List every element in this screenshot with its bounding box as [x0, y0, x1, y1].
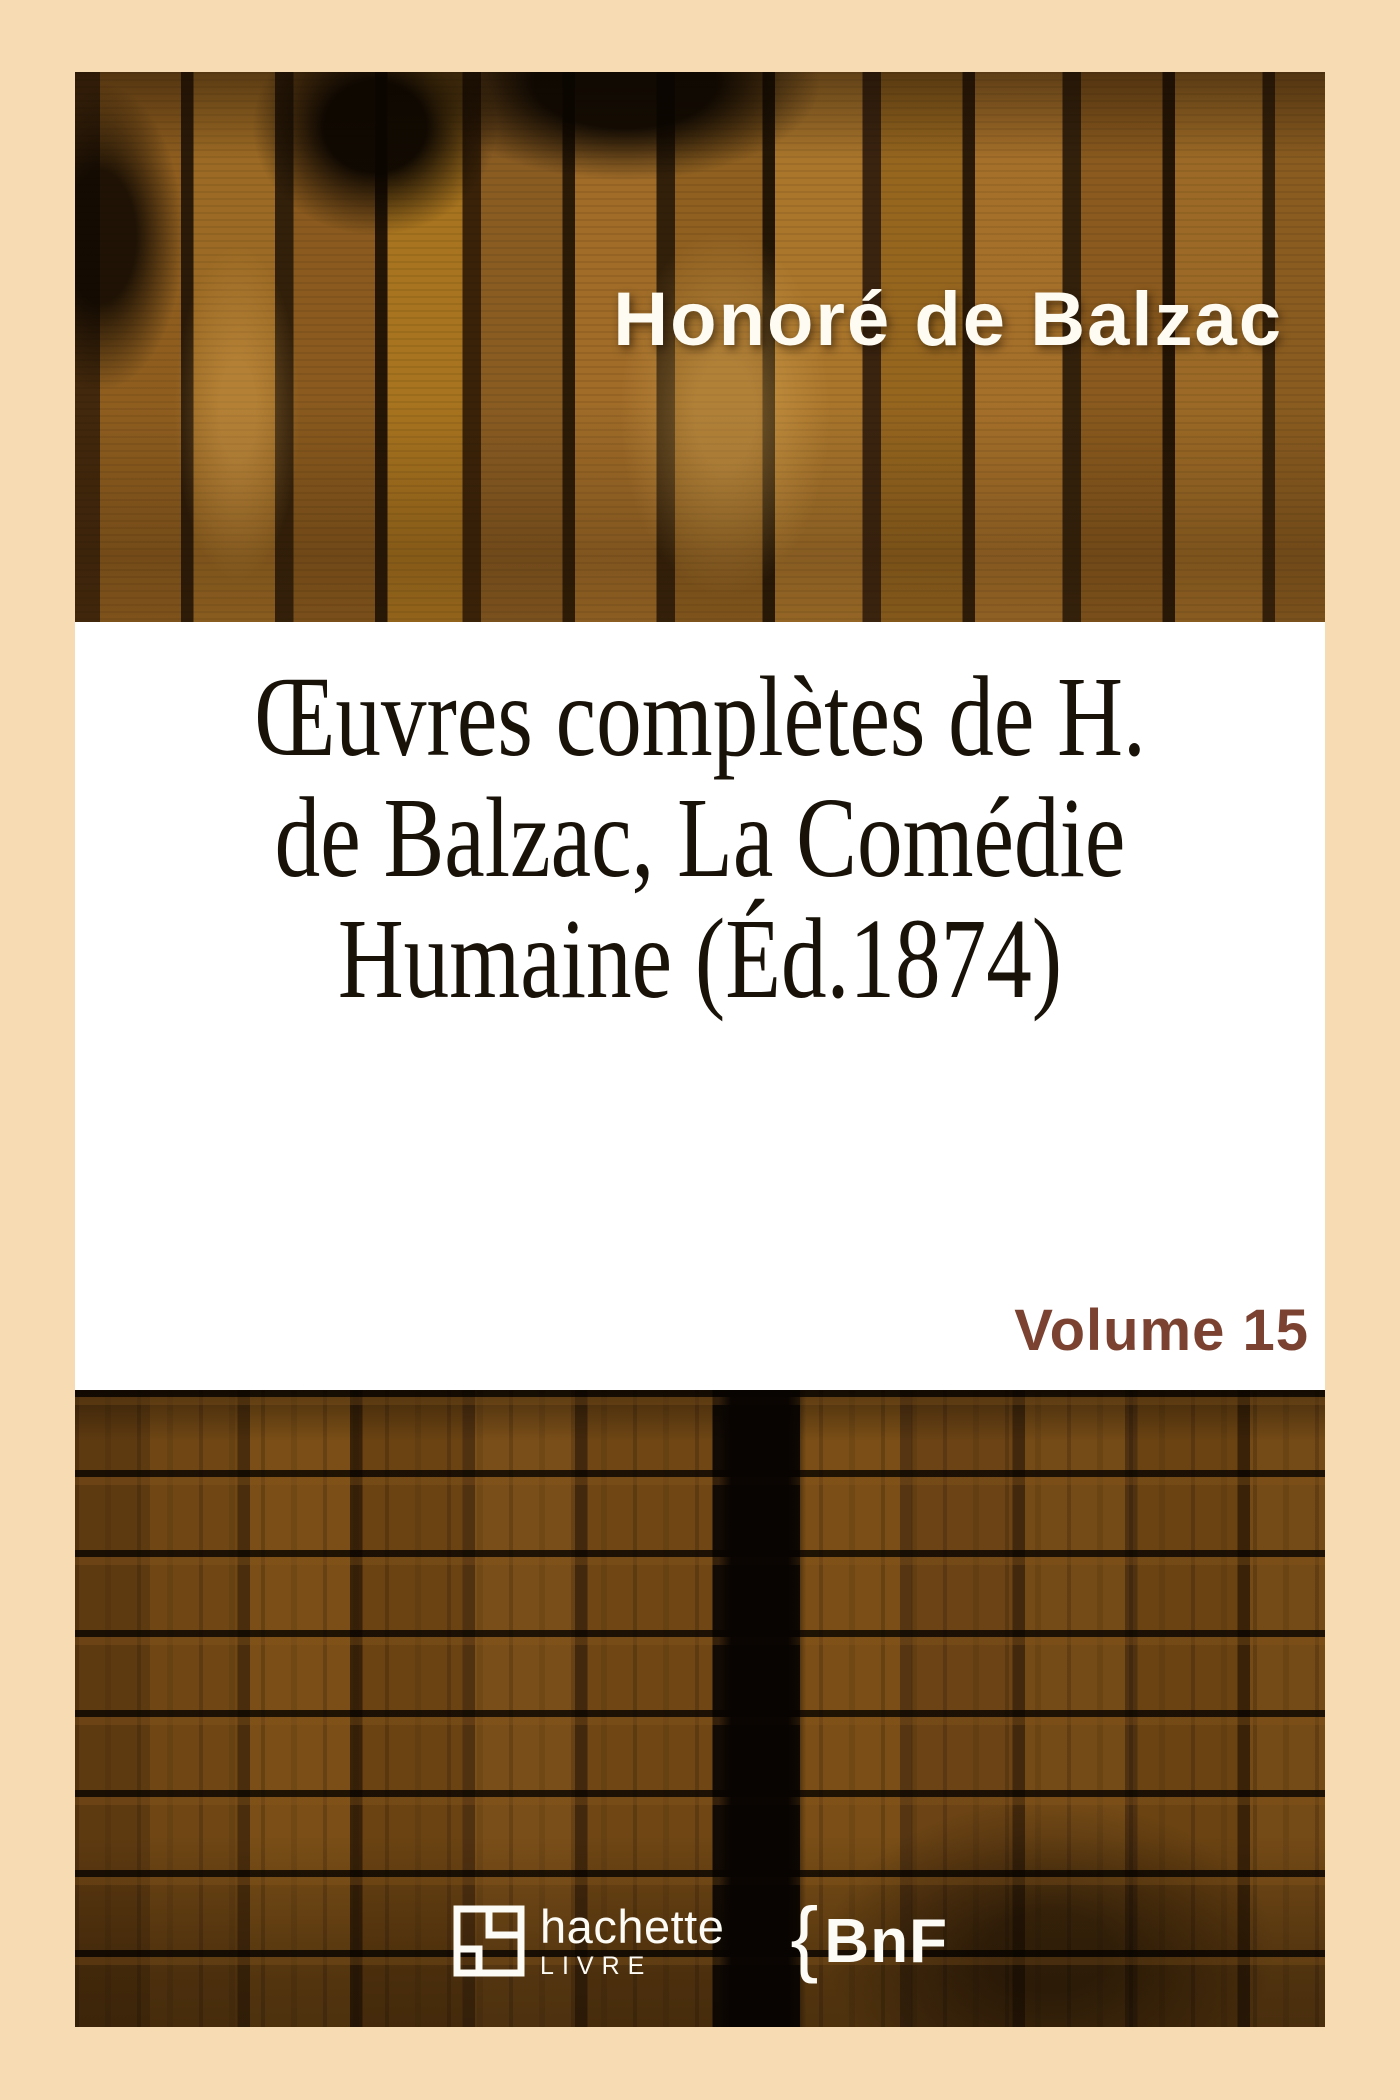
- hachette-h-icon: [452, 1904, 526, 1978]
- bnf-wordmark: BnF: [824, 1906, 948, 1976]
- author-name: Honoré de Balzac: [613, 277, 1283, 362]
- bnf-logo: [790, 1890, 948, 1984]
- book-title: [75, 622, 1325, 1022]
- top-books-photo: [75, 72, 1325, 622]
- cover-inner: [75, 72, 1325, 2027]
- title-line-2: de Balzac, La Comédie: [274, 774, 1126, 901]
- hachette-wordmark: hachette: [540, 1900, 725, 1953]
- hachette-text: [540, 1900, 725, 1980]
- bnf-brace-icon: {: [790, 1890, 819, 1984]
- hachette-logo: [452, 1900, 725, 1980]
- title-line-3: Humaine (Éd.1874): [337, 895, 1063, 1022]
- volume-badge: Volume 15: [1014, 1298, 1309, 1363]
- title-line-1: Œuvres complètes de H.: [254, 653, 1146, 780]
- hachette-livre-label: LIVRE: [540, 1952, 653, 1980]
- title-band: [75, 622, 1325, 1390]
- publisher-logos: [75, 1890, 1325, 1984]
- bottom-books-photo: [75, 1390, 1325, 2027]
